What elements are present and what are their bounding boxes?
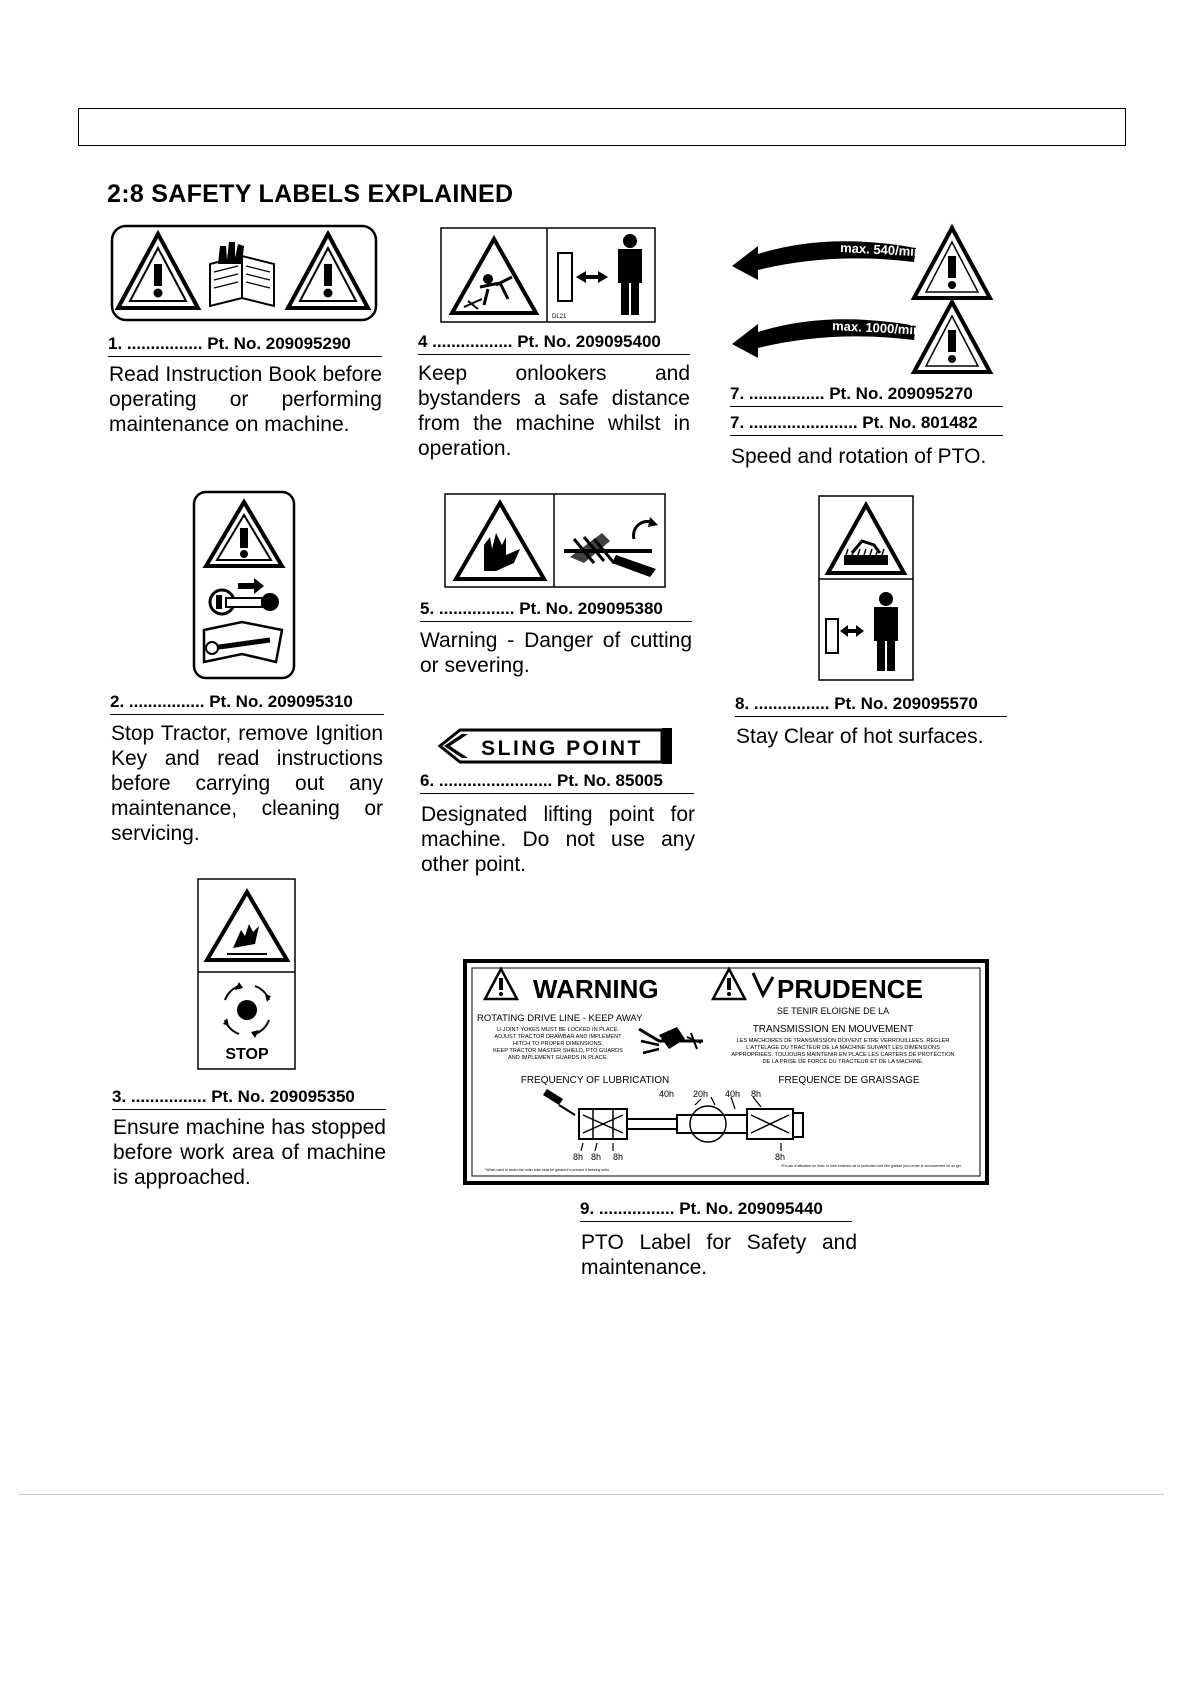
prudence-title: PRUDENCE <box>777 974 923 1004</box>
decal-5-cutting-danger <box>444 493 666 588</box>
label-7a-part-number <box>730 384 1003 407</box>
label-8-part-number <box>735 694 1007 717</box>
lube-hour: 40h <box>659 1089 675 1099</box>
dot-leader: ................ <box>594 1199 680 1218</box>
dot-leader: ................ <box>434 599 520 618</box>
label-5-description: Warning - Danger of cutting or severing. <box>420 629 692 677</box>
part-number: Pt. No. 209095440 <box>679 1199 823 1218</box>
decal-4-keep-distance <box>440 227 656 323</box>
label-number: 9. <box>580 1199 595 1218</box>
lube-hour: 40h <box>725 1089 741 1099</box>
decal-2-remove-key <box>192 490 296 680</box>
dot-leader: ................ <box>744 384 830 403</box>
sling-point-text: SLING POINT <box>481 737 643 760</box>
label-3-description: Ensure machine has stopped before work area of machine is approached. <box>113 1116 386 1189</box>
decal-7-pto-540 <box>728 222 1004 302</box>
header-box <box>78 108 1126 146</box>
part-number: Pt. No. 209095310 <box>209 692 353 711</box>
page-bottom-rule <box>18 1494 1164 1495</box>
label-5-part-number <box>420 599 692 622</box>
lube-hour: 8h <box>573 1152 584 1162</box>
pto-french-instructions <box>731 1038 954 1065</box>
fr-line: LES MACHOIRES DE TRANSMISSION DOIVENT ETRE VERROUILLEES. REGLER <box>736 1038 950 1044</box>
en-line: ADJUST TRACTOR DRAWBAR AND IMPLEMENT <box>494 1034 622 1040</box>
label-6-description: Designated lifting point for machine. Do not use any other point. <box>421 803 695 876</box>
label-number: 4 <box>418 332 428 351</box>
en-line: HITCH TO PROPER DIMENSIONS. <box>513 1041 603 1047</box>
part-number: Pt. No. 209095270 <box>829 384 973 403</box>
footnote-english: *When used in winter the outer tube must be greased to prevent it freezing solid. <box>485 1168 610 1172</box>
label-number: 8. <box>735 694 750 713</box>
fr-line: DE LA PRISE DE FORCE DU TRACTEUR ET DE LA MACHINE. <box>762 1059 924 1065</box>
decal-8-hot-surface <box>818 495 914 681</box>
dot-leader: ................ <box>122 334 208 353</box>
page-title: 2:8 SAFETY LABELS EXPLAINED <box>107 180 514 208</box>
dot-leader: ........................ <box>434 771 557 790</box>
lube-hour: 8h <box>591 1152 602 1162</box>
label-4-part-number <box>418 332 690 355</box>
pto-warning-line: ROTATING DRIVE LINE - KEEP AWAY <box>477 1013 643 1024</box>
label-number: 1. <box>108 334 123 353</box>
part-number: Pt. No. 209095400 <box>517 332 661 351</box>
part-number: Pt. No. 85005 <box>557 771 663 790</box>
frequency-english: FREQUENCY OF LUBRICATION <box>520 1075 670 1086</box>
dot-leader: ................ <box>124 692 210 711</box>
en-line: KEEP TRACTOR MASTER SHIELD, PTO GUARDS <box>493 1048 623 1054</box>
warning-title: WARNING <box>533 974 659 1004</box>
decal-1-read-manual <box>110 224 378 322</box>
warning-triangle-icon <box>914 228 990 298</box>
part-number: Pt. No. 209095570 <box>834 694 978 713</box>
part-number: Pt. No. 209095380 <box>519 599 663 618</box>
fr-line: L'ATTELAGE DU TRACTEUR DE LA MACHINE SUIVANT LES DIMENSIONS <box>746 1045 940 1051</box>
fr-header: SE TENIR ELOIGNE DE LA <box>776 1006 890 1016</box>
fr-header-2: TRANSMISSION EN MOUVEMENT <box>752 1024 914 1035</box>
lube-hour: 8h <box>751 1089 762 1099</box>
dot-leader: ................. <box>427 332 518 351</box>
en-line: AND IMPLEMENT GUARDS IN PLACE. <box>508 1055 608 1061</box>
label-number: 7. <box>730 384 745 403</box>
label-number: 7. <box>730 413 745 432</box>
decal-7-pto-1000 <box>728 296 1004 376</box>
label-number: 3. <box>112 1087 127 1106</box>
max-540-text: max. 540/min <box>839 240 923 260</box>
dot-leader: ................ <box>749 694 835 713</box>
lube-hour: 8h <box>775 1152 786 1162</box>
decal-6-sling-point <box>436 728 674 764</box>
en-line: U-JOINT YOKES MUST BE LOCKED IN PLACE. <box>496 1027 620 1033</box>
label-9-part-number <box>580 1199 852 1222</box>
lube-hour: 20h <box>693 1089 709 1099</box>
label-1-part-number <box>108 334 382 357</box>
decal-3-stop <box>197 878 296 1070</box>
frequency-french: FREQUENCE DE GRAISSAGE <box>778 1075 920 1086</box>
part-number: Pt. No. 801482 <box>862 413 978 432</box>
part-number: Pt. No. 209095350 <box>211 1087 355 1106</box>
dot-leader: ....................... <box>744 413 863 432</box>
label-7b-part-number <box>730 413 1003 436</box>
stop-text: STOP <box>225 1046 269 1063</box>
part-number: Pt. No. 209095290 <box>207 334 351 353</box>
footnote-french: *En cas d'utilisation en hiver, le tube extérieur de la protection doit être graissé pour éviter le durcissement dû au gel. <box>781 1164 962 1168</box>
label-number: 5. <box>420 599 435 618</box>
label-4-description: Keep onlookers and bystanders a safe distance from the machine whilst in operation. <box>418 362 690 460</box>
label-1-description: Read Instruction Book before operating or performing maintenance on machine. <box>109 363 382 436</box>
dl21-code: DL21 <box>552 314 567 320</box>
label-6-part-number <box>420 771 694 794</box>
fr-line: APPROPRIEES. TOUJOURS MAINTENIR EN PLACE LES CARTERS DE PROTECTION <box>731 1052 955 1058</box>
warning-triangle-icon <box>914 302 990 372</box>
label-3-part-number <box>112 1087 386 1110</box>
lube-hour: 8h <box>613 1152 624 1162</box>
label-7-description: Speed and rotation of PTO. <box>731 445 987 468</box>
dot-leader: ................ <box>126 1087 212 1106</box>
label-number: 2. <box>110 692 125 711</box>
label-2-part-number <box>110 692 384 715</box>
label-8-description: Stay Clear of hot surfaces. <box>736 725 984 748</box>
label-9-description: PTO Label for Safety and maintenance. <box>581 1231 857 1279</box>
max-1000-text: max. 1000/min <box>831 318 922 338</box>
label-number: 6. <box>420 771 435 790</box>
decal-9-pto-warning <box>463 959 989 1185</box>
label-2-description: Stop Tractor, remove Ignition Key and read instructions before carrying out any maintenance, cleaning or servicing. <box>111 722 383 845</box>
